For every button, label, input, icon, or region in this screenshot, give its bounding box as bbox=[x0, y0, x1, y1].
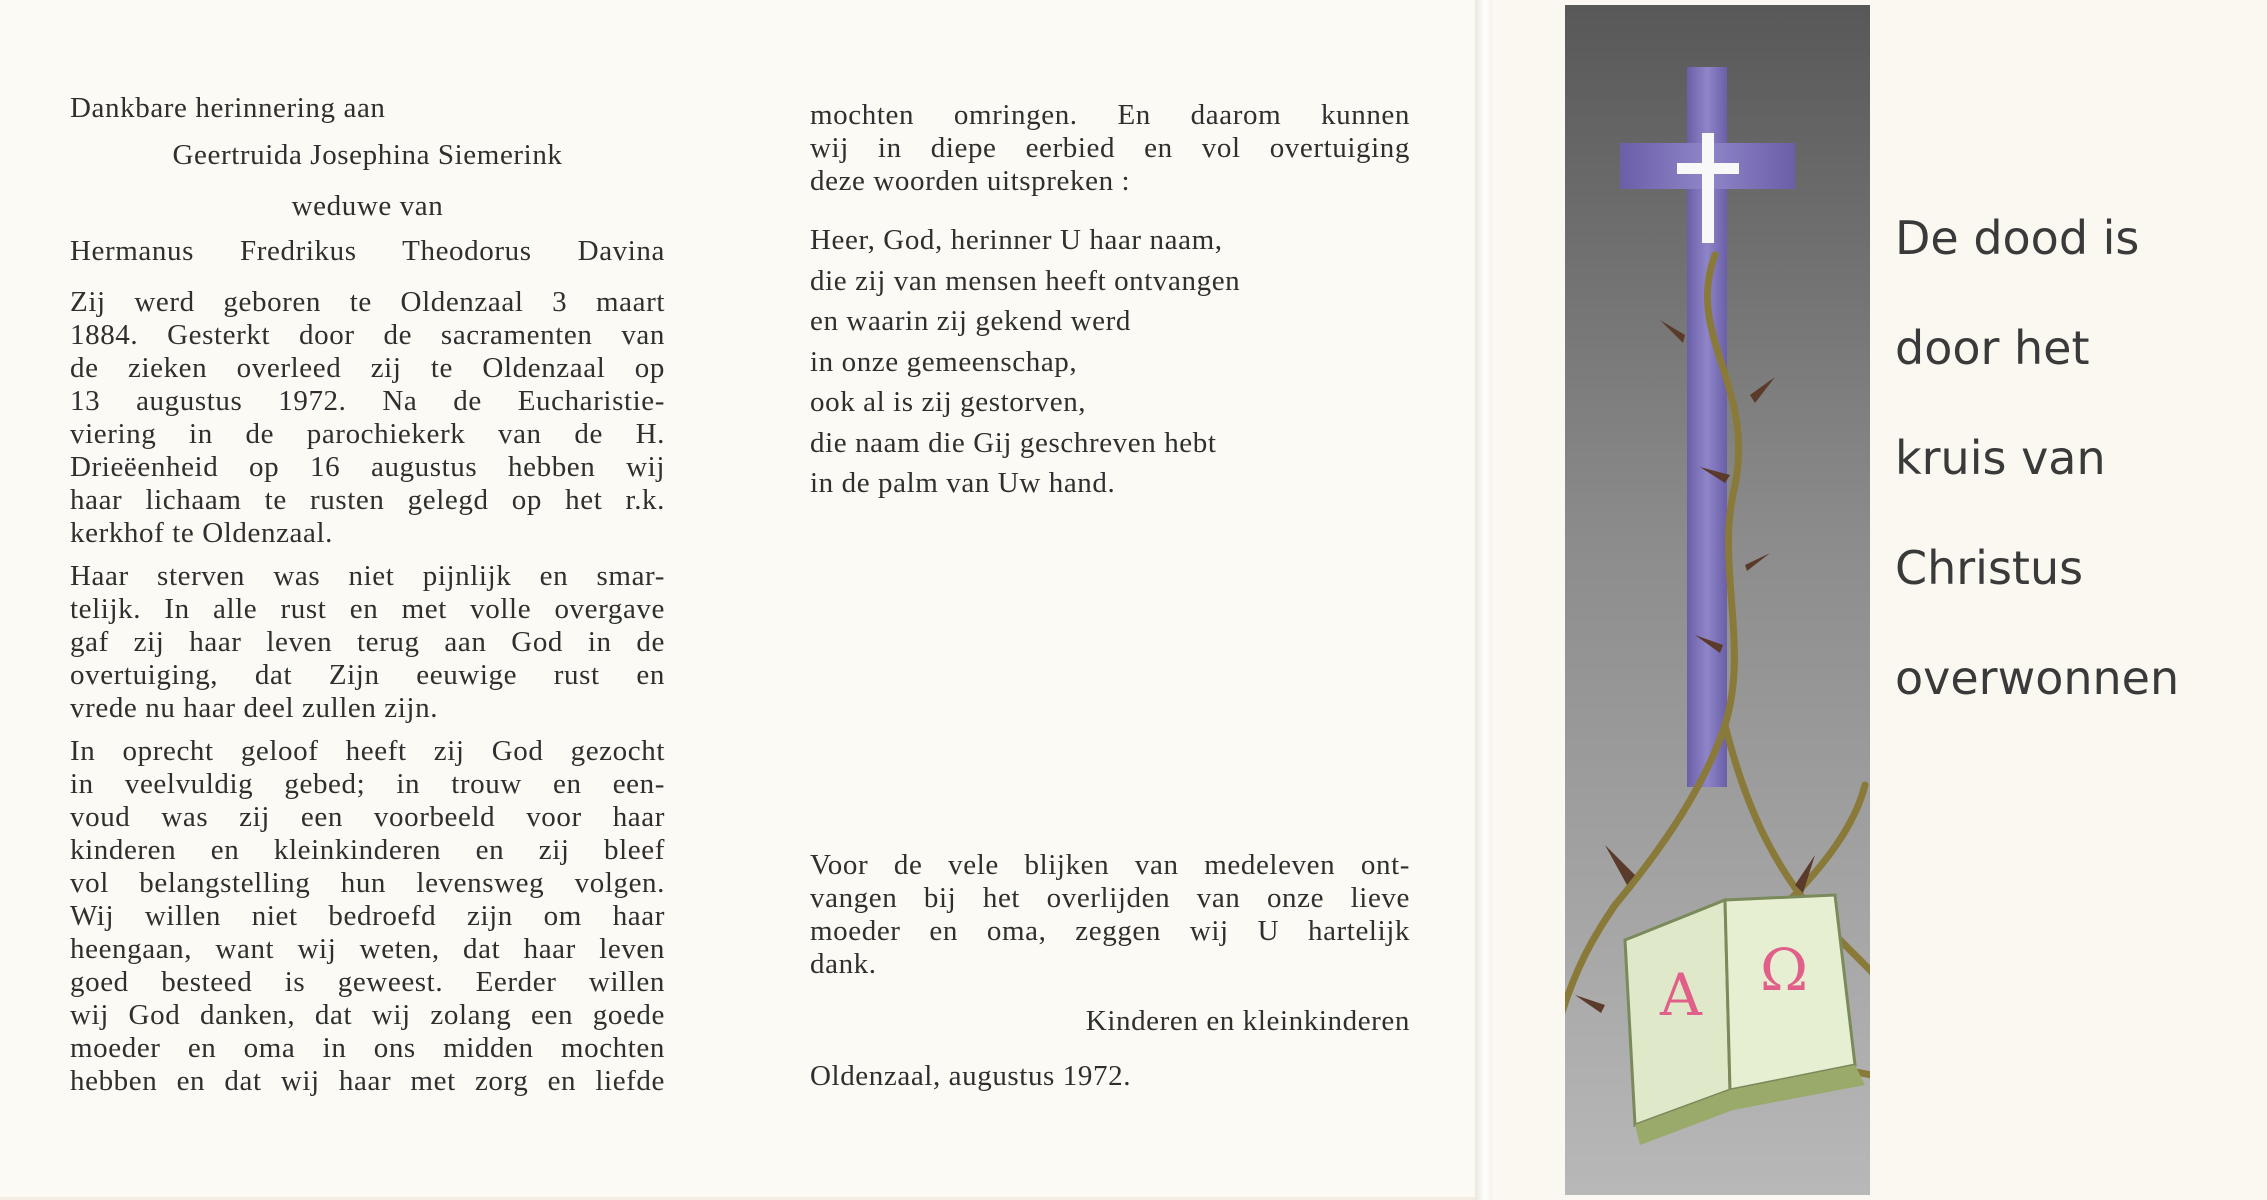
prayer-line: Heer, God, herinner U haar naam, bbox=[810, 224, 1223, 256]
prayer bbox=[810, 220, 1410, 504]
left-text-column bbox=[70, 92, 665, 1098]
paragraph-line: wij in diepe eerbied en vol overtuiging bbox=[810, 132, 1410, 164]
prayer-line: die zij van mensen heeft ontvangen bbox=[810, 264, 1241, 297]
cross-and-book-illustration bbox=[1565, 5, 1870, 1195]
place-date: Oldenzaal, augustus 1972. bbox=[810, 1060, 1132, 1092]
slogan bbox=[1895, 183, 2179, 733]
paragraph-line: Haar sterven was niet pijnlijk en smar- bbox=[70, 560, 665, 592]
paragraph-line: mochten omringen. En daarom kunnen bbox=[810, 99, 1410, 131]
alpha-letter: A bbox=[1660, 961, 1702, 1029]
paragraph-line: vol belangstelling hun levensweg volgen. bbox=[70, 867, 665, 899]
relation-text: weduwe van bbox=[291, 190, 444, 222]
spouse-name: Hermanus Fredrikus Theodorus Davina bbox=[70, 235, 665, 267]
paragraph-line: Drieëenheid op 16 augustus hebben wij bbox=[70, 451, 665, 483]
card-fold bbox=[1475, 0, 1492, 1200]
paragraph-biography bbox=[70, 286, 665, 550]
paragraph-line: In oprecht geloof heeft zij God gezocht bbox=[70, 735, 665, 767]
paragraph-line: hebben en dat wij haar met zorg en liefde bbox=[70, 1065, 665, 1097]
paragraph-line: wij God danken, dat wij zolang een goede bbox=[70, 999, 665, 1031]
prayer-line: in onze gemeenschap, bbox=[810, 345, 1078, 378]
prayer-line: en waarin zij gekend werd bbox=[810, 305, 1131, 337]
slogan-line: kruis van bbox=[1895, 431, 2106, 485]
paragraph-line: vangen bij het overlijden van onze lieve bbox=[810, 882, 1410, 914]
paragraph-line: in veelvuldig gebed; in trouw en een- bbox=[70, 768, 665, 800]
paragraph-line: kinderen en kleinkinderen en zij bleef bbox=[70, 834, 665, 866]
slogan-line: overwonnen bbox=[1895, 651, 2180, 705]
paragraph-line: voud was zij een voorbeeld voor haar bbox=[70, 801, 665, 833]
middle-text-column bbox=[810, 99, 1410, 1092]
slogan-line: Christus bbox=[1895, 541, 2084, 595]
paragraph-line: Voor de vele blijken van medeleven ont- bbox=[810, 849, 1410, 881]
paragraph-line: telijk. In alle rust en met volle overgave bbox=[70, 593, 665, 625]
prayer-line: die naam die Gij geschreven hebt bbox=[810, 426, 1217, 459]
deceased-name: Geertruida Josephina Siemerink bbox=[172, 139, 563, 171]
prayer-line: ook al is zij gestorven, bbox=[810, 386, 1087, 418]
paragraph-continuation bbox=[810, 99, 1410, 198]
paragraph-line: moeder en oma, zeggen wij U hartelijk bbox=[810, 915, 1410, 947]
paragraph-line: heengaan, want wij weten, dat haar leven bbox=[70, 933, 665, 965]
paragraph-line: 13 augustus 1972. Na de Eucharistie- bbox=[70, 385, 665, 417]
paragraph-line: moeder en oma in ons midden mochten bbox=[70, 1032, 665, 1064]
paragraph-line: Wij willen niet bedroefd zijn om haar bbox=[70, 900, 665, 932]
paragraph-line: de zieken overleed zij te Oldenzaal op bbox=[70, 352, 665, 384]
prayer-line: in de palm van Uw hand. bbox=[810, 467, 1116, 499]
paragraph-line: viering in de parochiekerk van de H. bbox=[70, 418, 665, 450]
paragraph-line: Zij werd geboren te Oldenzaal 3 maart bbox=[70, 286, 665, 318]
paragraph-line: kerkhof te Oldenzaal. bbox=[70, 517, 334, 549]
paragraph-line: haar lichaam te rusten gelegd op het r.k. bbox=[70, 484, 665, 516]
omega-letter: Ω bbox=[1760, 936, 1809, 1004]
paragraph-line: overtuiging, dat Zijn eeuwige rust en bbox=[70, 659, 665, 691]
paragraph-passing bbox=[70, 560, 665, 725]
paragraph-line: gaf zij haar leven terug aan God in de bbox=[70, 626, 665, 658]
heading: Dankbare herinnering aan bbox=[70, 92, 386, 124]
thanks-paragraph bbox=[810, 849, 1410, 1093]
paragraph-line: 1884. Gesterkt door de sacramenten van bbox=[70, 319, 665, 351]
paragraph-line: vrede nu haar deel zullen zijn. bbox=[70, 692, 439, 724]
slogan-line: De dood is bbox=[1895, 211, 2140, 265]
slogan-line: door het bbox=[1895, 321, 2090, 375]
paragraph-line: deze woorden uitspreken : bbox=[810, 165, 1131, 197]
paragraph-line: goed besteed is geweest. Eerder willen bbox=[70, 966, 665, 998]
paragraph-faith bbox=[70, 735, 665, 1098]
paragraph-line: dank. bbox=[810, 948, 877, 980]
signature: Kinderen en kleinkinderen bbox=[1085, 1005, 1410, 1037]
